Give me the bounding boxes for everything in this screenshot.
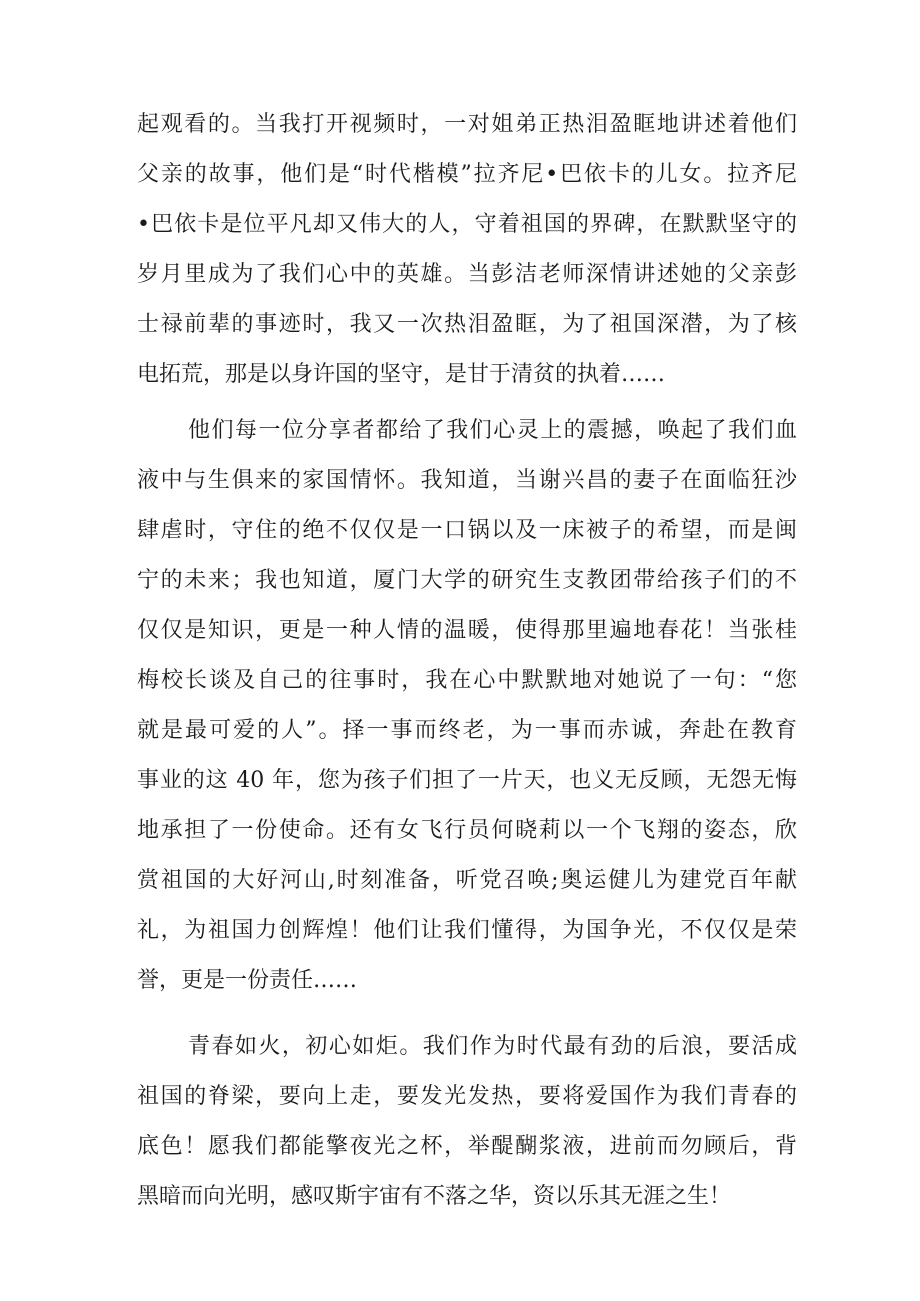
paragraph-1-line-4: 岁月里成为了我们心中的英雄。当彭洁老师深情讲述她的父亲彭	[137, 262, 797, 287]
paragraph-2-line-10: 赏祖国的大好河山,时刻准备，听党召唤;奥运健儿为建党百年献	[137, 868, 797, 893]
paragraph-1-line-5: 士禄前辈的事迹时，我又一次热泪盈眶，为了祖国深潜，为了核	[137, 312, 797, 337]
paragraph-1-line-1: 起观看的。当我打开视频时，一对姐弟正热泪盈眶地讲述着他们	[137, 112, 797, 137]
paragraph-2-line-4: 宁的未来；我也知道，厦门大学的研究生支教团带给孩子们的不	[137, 568, 797, 593]
paragraph-2-line-1: 他们每一位分享者都给了我们心灵上的震撼，唤起了我们血	[188, 418, 797, 443]
paragraph-2-line-12: 誉，更是一份责任……	[137, 968, 358, 993]
paragraph-3-line-1: 青春如火，初心如炬。我们作为时代最有劲的后浪，要活成	[188, 1034, 797, 1059]
paragraph-2-line-3: 肆虐时，守住的绝不仅仅是一口锅以及一床被子的希望，而是闽	[137, 518, 797, 543]
paragraph-2-line-7: 就是最可爱的人”。择一事而终老，为一事而赤诚，奔赴在教育	[137, 718, 797, 743]
paragraph-3-line-2: 祖国的脊梁，要向上走，要发光发热，要将爱国作为我们青春的	[137, 1084, 797, 1109]
paragraph-1-line-2: 父亲的故事，他们是“时代楷模”拉齐尼•巴依卡的儿女。拉齐尼	[137, 162, 797, 187]
paragraph-2-line-6: 梅校长谈及自己的往事时，我在心中默默地对她说了一句：“您	[137, 668, 797, 693]
paragraph-3-line-4: 黑暗而向光明，感叹斯宇宙有不落之华，资以乐其无涯之生！	[137, 1184, 732, 1209]
paragraph-1-line-6: 电拓荒，那是以身许国的坚守，是甘于清贫的执着……	[137, 362, 666, 387]
paragraph-2-line-5: 仅仅是知识，更是一种人情的温暖，使得那里遍地春花！当张桂	[137, 618, 797, 643]
paragraph-1-line-3: •巴依卡是位平凡却又伟大的人，守着祖国的界碑，在默默坚守的	[137, 212, 797, 237]
paragraph-2-line-2: 液中与生俱来的家国情怀。我知道，当谢兴昌的妻子在面临狂沙	[137, 468, 797, 493]
paragraph-2-line-11: 礼，为祖国力创辉煌！他们让我们懂得，为国争光，不仅仅是荣	[137, 918, 797, 943]
paragraph-2-line-8: 事业的这 40 年，您为孩子们担了一片天，也义无反顾，无怨无悔	[137, 768, 797, 793]
paragraph-2-line-9: 地承担了一份使命。还有女飞行员何晓莉以一个飞翔的姿态，欣	[137, 818, 797, 843]
paragraph-3-line-3: 底色！愿我们都能擎夜光之杯，举醍醐浆液，进前而勿顾后，背	[137, 1134, 797, 1159]
